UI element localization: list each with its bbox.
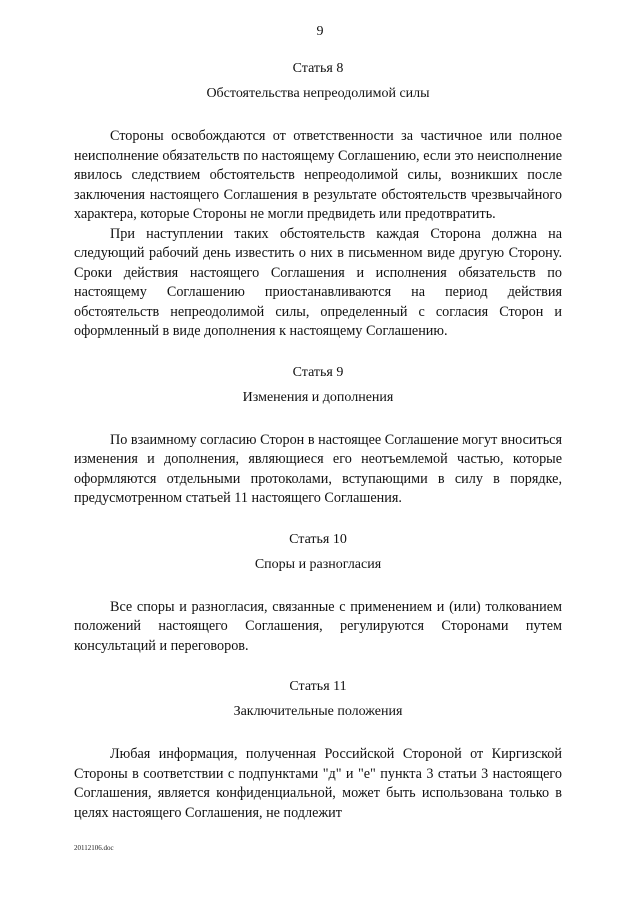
article-9 xyxy=(74,364,562,509)
paragraph: Любая информация, полученная Российской Стороной от Киргизской Стороны в соответствии с подпунктами "д" и "е" пункта 3 статьи 3 настоящего Соглашения, является конфиденциальной, может быть использована только в целях настоящего Соглашения, не подлежит xyxy=(74,746,562,821)
paragraph: Все споры и разногласия, связанные с применением и (или) толкованием положений настоящего Соглашения, регулируются Сторонами путем консультаций и переговоров. xyxy=(74,598,562,654)
article-number: Статья 11 xyxy=(289,679,347,694)
article-8 xyxy=(74,60,562,342)
article-number: Статья 9 xyxy=(292,364,344,380)
paragraph: По взаимному согласию Сторон в настоящее Соглашение могут вноситься изменения и дополнения, являющиеся его неотъемлемой частью, которые оформляются отдельными протоколами, вступающими в силу в порядке, предусмотренном статьей 11 настоящего Соглашения. xyxy=(74,431,562,506)
paragraph: При наступлении таких обстоятельств каждая Сторона должна на следующий рабочий день известить о них в письменном виде другую Сторону. Сроки действия настоящего Соглашения и исполнения обязательств по настоящему Соглашению приостанавливаются на период действия обстоятельств непреодолимой силы, определенный с согласия Сторон и оформленный в виде дополнения к настоящему Соглашению. xyxy=(74,225,562,339)
article-10 xyxy=(74,531,562,657)
footer-filename: 20112106.doc xyxy=(74,844,114,852)
article-title: Изменения и дополнения xyxy=(242,389,394,405)
article-title: Споры и разногласия xyxy=(254,556,382,572)
article-11 xyxy=(74,678,562,823)
article-title: Заключительные положения xyxy=(233,704,403,719)
document-body xyxy=(74,60,562,823)
article-title: Обстоятельства непреодолимой силы xyxy=(206,86,430,101)
article-number: Статья 8 xyxy=(292,61,344,76)
page-number: 9 xyxy=(316,24,324,39)
article-number: Статья 10 xyxy=(289,531,347,547)
paragraph: Стороны освобождаются от ответственности за частичное или полное неисполнение обязательств по настоящему Соглашению, если это неисполнение явилось следствием обстоятельств непреодолимой силы, возникших после заключения настоящего Соглашения в результате обстоятельств чрезвычайного характера, которые Стороны не могли предвидеть или предотвратить. xyxy=(74,128,562,222)
